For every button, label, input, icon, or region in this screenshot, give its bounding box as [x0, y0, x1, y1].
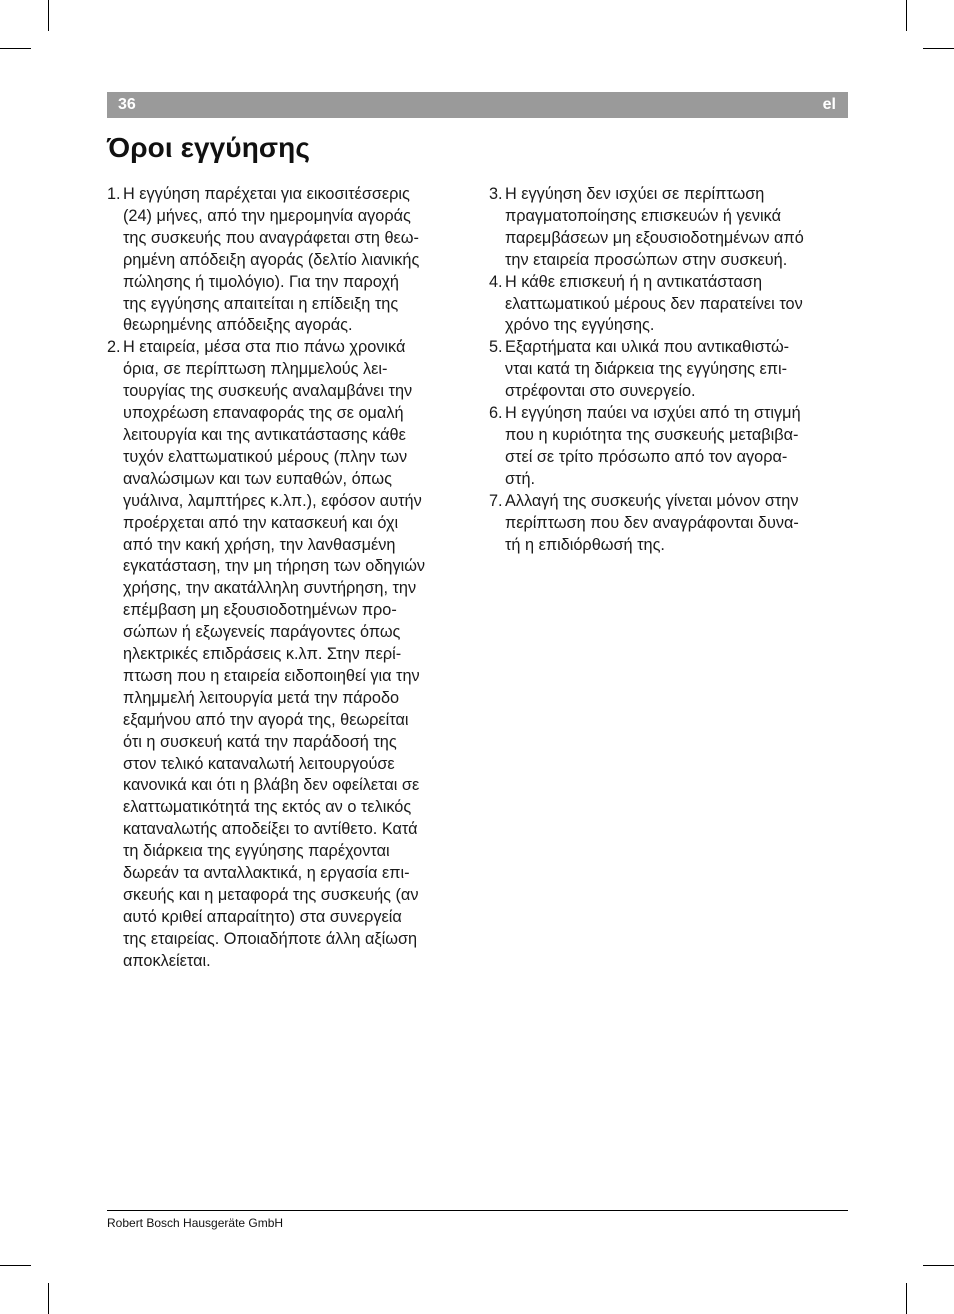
- term-text-line: της συσκευής που αναγράφεται στη θεω-: [123, 228, 419, 247]
- term-number: 4.: [489, 272, 503, 291]
- crop-mark: [48, 0, 49, 31]
- term-text-line: εγκατάσταση, την μη τήρηση των οδηγιών: [123, 557, 426, 576]
- term-text-line: καταναλωτής αποδείξει το αντίθετο. Κατά: [123, 820, 418, 839]
- term-text-line: προέρχεται από την κατασκευή και όχι: [123, 513, 399, 532]
- term-number: 2.: [107, 338, 121, 357]
- term-item: [489, 184, 849, 272]
- term-number: 3.: [489, 185, 503, 203]
- term-text-line: στρέφονται στο συνεργείο.: [505, 382, 696, 401]
- crop-mark: [923, 1265, 954, 1266]
- term-text-line: πραγματοποίησης επισκευών ή γενικά: [505, 206, 781, 225]
- terms-list-right: [489, 184, 849, 556]
- term-number: 1.: [107, 185, 121, 203]
- term-item: [489, 337, 849, 403]
- term-text-line: Η εγγύηση παύει να ισχύει από τη στιγμή: [505, 404, 801, 423]
- term-item: [489, 403, 849, 491]
- terms-list-left: [107, 184, 472, 973]
- term-text-line: Εξαρτήματα και υλικά που αντικαθιστώ-: [505, 338, 790, 357]
- crop-mark: [48, 1283, 49, 1314]
- term-text-line: τυχόν ελαττωματικού μέρους (πλην των: [123, 447, 408, 466]
- term-text-line: Η εγγύηση δεν ισχύει σε περίπτωση: [505, 185, 765, 203]
- term-text-line: παρεμβάσεων μη εξουσιοδοτημένων από: [505, 228, 804, 247]
- footer-divider: [107, 1210, 848, 1211]
- term-text-line: θεωρημένης απόδειξης αγοράς.: [123, 316, 353, 335]
- term-text-line: αποκλείεται.: [123, 951, 211, 970]
- term-text-line: στον τελικό καταναλωτή λειτουργούσε: [123, 754, 395, 773]
- crop-mark: [906, 0, 907, 31]
- term-text-line: αυτό κριθεί απαραίτητο) στα συνεργεία: [123, 907, 402, 926]
- term-text-line: υποχρέωση επαναφοράς της σε ομαλή: [123, 404, 404, 423]
- term-text-line: στή.: [505, 469, 536, 488]
- term-text-line: πλημμελή λειτουργία μετά την πάροδο: [123, 688, 400, 707]
- term-text-line: που η κυριότητα της συσκευής μεταβιβα-: [505, 425, 799, 444]
- term-text-line: επέμβαση μη εξουσιοδοτημένων προ-: [123, 601, 397, 620]
- term-text-line: σώπων ή εξωγενείς παράγοντες όπως: [123, 623, 401, 642]
- term-item: [107, 337, 472, 972]
- term-text-line: εξαμήνου από την αγορά της, θεωρείται: [123, 710, 409, 729]
- term-text-line: Η εταιρεία, μέσα στα πιο πάνω χρονικά: [123, 338, 406, 357]
- term-text-line: τη διάρκεια της εγγύησης παρέχονται: [123, 842, 390, 861]
- term-text-line: πώλησης ή τιμολόγιο). Για την παροχή: [123, 272, 399, 291]
- term-item: [489, 272, 849, 338]
- term-text-line: νται κατά τη διάρκεια της εγγύησης επι-: [505, 360, 788, 379]
- crop-mark: [906, 1283, 907, 1314]
- term-number: 5.: [489, 338, 503, 357]
- term-text-line: (24) μήνες, από την ημερομηνία αγοράς: [123, 206, 411, 225]
- term-text-line: περίπτωση που δεν αναγράφονται δυνα-: [505, 513, 799, 532]
- term-text-line: Η εγγύηση παρέχεται για εικοσιτέσσερις: [123, 185, 410, 203]
- term-text-line: στεί σε τρίτο πρόσωπο από τον αγορα-: [505, 447, 788, 466]
- term-text-line: πτωση που η εταιρεία ειδοποιηθεί για την: [123, 666, 420, 685]
- crop-mark: [0, 48, 31, 49]
- term-item: [489, 491, 849, 557]
- term-text-line: Αλλαγή της συσκευής γίνεται μόνον στην: [505, 491, 799, 510]
- term-text-line: Η κάθε επισκευή ή η αντικατάσταση: [505, 272, 763, 291]
- term-text-line: ρημένη απόδειξη αγοράς (δελτίο λιανικής: [123, 250, 420, 269]
- term-text-line: ότι η συσκευή κατά την παράδοσή της: [123, 732, 397, 751]
- term-text-line: ελαττωματικού μέρους δεν παρατείνει τον: [505, 294, 803, 313]
- term-text-line: δωρεάν τα ανταλλακτικά, η εργασία επι-: [123, 864, 410, 883]
- term-text-line: χρήσης, την ακατάλληλη συντήρηση, την: [123, 579, 417, 598]
- term-text-line: σκευής και η μεταφορά της συσκευής (αν: [123, 886, 419, 904]
- term-text-line: γυάλινα, λαμπτήρες κ.λπ.), εφόσον αυτήν: [123, 491, 422, 510]
- page-number: 36: [118, 96, 136, 113]
- term-number: 7.: [489, 491, 503, 510]
- crop-mark: [0, 1265, 31, 1266]
- term-text-line: της εγγύησης απαιτείται η επίδειξη της: [123, 294, 399, 313]
- term-text-line: ηλεκτρικές επιδράσεις κ.λπ. Στην περί-: [123, 645, 402, 664]
- page-title: Όροι εγγύησης: [107, 132, 311, 163]
- term-number: 6.: [489, 404, 503, 423]
- term-text-line: τουργίας της συσκευής αναλαμβάνει την: [123, 382, 413, 401]
- term-text-line: κανονικά και ότι η βλάβη δεν οφείλεται σε: [123, 776, 420, 795]
- term-text-line: χρόνο της εγγύησης.: [505, 316, 655, 335]
- term-text-line: λειτουργία και της αντικατάστασης κάθε: [123, 425, 406, 444]
- footer-company: Robert Bosch Hausgeräte GmbH: [107, 1216, 284, 1230]
- term-text-line: από την κακή χρήση, την λανθασμένη: [123, 535, 396, 554]
- term-text-line: αναλώσιμων και των ευπαθών, όπως: [123, 469, 392, 488]
- term-text-line: τή η επιδιόρθωσή της.: [505, 535, 665, 554]
- term-item: [107, 184, 472, 337]
- page-header-bar: [107, 92, 848, 118]
- term-text-line: όρια, σε περίπτωση πλημμελούς λει-: [123, 360, 388, 379]
- language-code: el: [822, 96, 836, 113]
- term-text-line: της εταιρείας. Οποιαδήποτε άλλη αξίωση: [123, 929, 418, 948]
- crop-mark: [923, 48, 954, 49]
- term-text-line: ελαττωματικότητά της εκτός αν ο τελικός: [123, 798, 412, 817]
- term-text-line: την εταιρεία προσώπων στην συσκευή.: [505, 250, 788, 269]
